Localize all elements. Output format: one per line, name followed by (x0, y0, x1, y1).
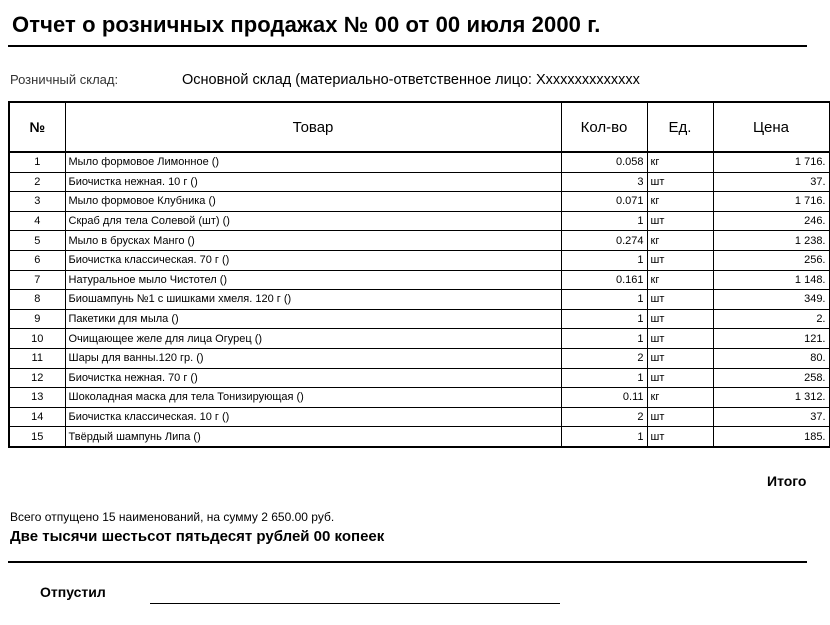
table-row (9, 172, 829, 192)
table-row (9, 427, 829, 447)
row-price: 121. (713, 329, 829, 349)
row-qty: 1 (561, 309, 647, 329)
row-item: Биочистка классическая. 70 г () (65, 250, 561, 270)
store-label: Розничный склад: (10, 72, 119, 87)
row-item: Пакетики для мыла () (65, 309, 561, 329)
total-label: Итого (767, 473, 807, 489)
row-unit: шт (647, 290, 713, 310)
row-item: Биочистка классическая. 10 г () (65, 407, 561, 427)
row-no: 13 (9, 388, 65, 408)
title-divider (8, 45, 807, 47)
row-no: 12 (9, 368, 65, 388)
table-row (9, 270, 829, 290)
row-unit: кг (647, 152, 713, 172)
row-no: 15 (9, 427, 65, 447)
row-no: 10 (9, 329, 65, 349)
table-row (9, 211, 829, 231)
row-price: 246. (713, 211, 829, 231)
row-price: 1 148. (713, 270, 829, 290)
row-qty: 1 (561, 290, 647, 310)
row-qty: 0.274 (561, 231, 647, 251)
signature-line (150, 603, 560, 604)
row-price: 37. (713, 172, 829, 192)
row-unit: шт (647, 211, 713, 231)
row-unit: шт (647, 427, 713, 447)
released-by-label: Отпустил (40, 584, 106, 600)
row-no: 6 (9, 250, 65, 270)
row-price: 185. (713, 427, 829, 447)
row-no: 8 (9, 290, 65, 310)
row-qty: 2 (561, 348, 647, 368)
row-qty: 0.058 (561, 152, 647, 172)
row-no: 2 (9, 172, 65, 192)
store-value: Основной склад (материально-ответственное лицо: Хххххххххххххх (182, 72, 640, 88)
row-item: Скраб для тела Солевой (шт) () (65, 211, 561, 231)
row-unit: кг (647, 270, 713, 290)
amount-in-words: Две тысячи шестьсот пятьдесят рублей 00 копеек (10, 528, 385, 545)
row-unit: шт (647, 348, 713, 368)
report-title: Отчет о розничных продажах № 00 от 00 июля 2000 г. (12, 12, 601, 37)
row-item: Биочистка нежная. 70 г () (65, 368, 561, 388)
table-row (9, 348, 829, 368)
row-qty: 0.11 (561, 388, 647, 408)
row-unit: кг (647, 388, 713, 408)
row-item: Биочистка нежная. 10 г () (65, 172, 561, 192)
table-row (9, 329, 829, 349)
summary-text: Всего отпущено 15 наименований, на сумму 2 650.00 руб. (10, 510, 335, 524)
footer-divider (8, 561, 807, 563)
table-row (9, 231, 829, 251)
row-qty: 1 (561, 211, 647, 231)
sales-table (8, 101, 830, 448)
row-unit: шт (647, 368, 713, 388)
row-item: Твёрдый шампунь Липа () (65, 427, 561, 447)
row-unit: шт (647, 309, 713, 329)
row-item: Биошампунь №1 с шишками хмеля. 120 г () (65, 290, 561, 310)
row-price: 80. (713, 348, 829, 368)
store-info (10, 71, 640, 88)
row-qty: 2 (561, 407, 647, 427)
row-price: 258. (713, 368, 829, 388)
row-item: Очищающее желе для лица Огурец () (65, 329, 561, 349)
header-price: Цена (713, 102, 829, 152)
row-price: 1 312. (713, 388, 829, 408)
row-item: Мыло формовое Клубника () (65, 192, 561, 212)
table-row (9, 152, 829, 172)
row-no: 3 (9, 192, 65, 212)
table-row (9, 250, 829, 270)
row-item: Шоколадная маска для тела Тонизирующая () (65, 388, 561, 408)
row-item: Шары для ванны.120 гр. () (65, 348, 561, 368)
row-no: 4 (9, 211, 65, 231)
row-unit: шт (647, 250, 713, 270)
row-qty: 0.161 (561, 270, 647, 290)
row-qty: 0.071 (561, 192, 647, 212)
row-price: 1 716. (713, 152, 829, 172)
table-row (9, 368, 829, 388)
header-item: Товар (65, 102, 561, 152)
row-price: 2. (713, 309, 829, 329)
row-no: 14 (9, 407, 65, 427)
table-row (9, 192, 829, 212)
row-qty: 1 (561, 368, 647, 388)
row-unit: кг (647, 231, 713, 251)
row-price: 37. (713, 407, 829, 427)
table-header-row (9, 102, 829, 152)
table-row (9, 407, 829, 427)
row-no: 9 (9, 309, 65, 329)
row-unit: шт (647, 172, 713, 192)
row-no: 11 (9, 348, 65, 368)
row-item: Натуральное мыло Чистотел () (65, 270, 561, 290)
header-unit: Ед. (647, 102, 713, 152)
row-price: 1 716. (713, 192, 829, 212)
row-item: Мыло в брусках Манго () (65, 231, 561, 251)
row-qty: 3 (561, 172, 647, 192)
row-no: 1 (9, 152, 65, 172)
row-unit: кг (647, 192, 713, 212)
row-no: 5 (9, 231, 65, 251)
row-price: 1 238. (713, 231, 829, 251)
row-qty: 1 (561, 427, 647, 447)
header-no: № (9, 102, 65, 152)
table-row (9, 290, 829, 310)
header-qty: Кол-во (561, 102, 647, 152)
table-body (9, 152, 829, 447)
row-qty: 1 (561, 329, 647, 349)
table-row (9, 388, 829, 408)
row-unit: шт (647, 407, 713, 427)
row-price: 349. (713, 290, 829, 310)
row-item: Мыло формовое Лимонное () (65, 152, 561, 172)
row-qty: 1 (561, 250, 647, 270)
row-no: 7 (9, 270, 65, 290)
row-unit: шт (647, 329, 713, 349)
table-row (9, 309, 829, 329)
row-price: 256. (713, 250, 829, 270)
